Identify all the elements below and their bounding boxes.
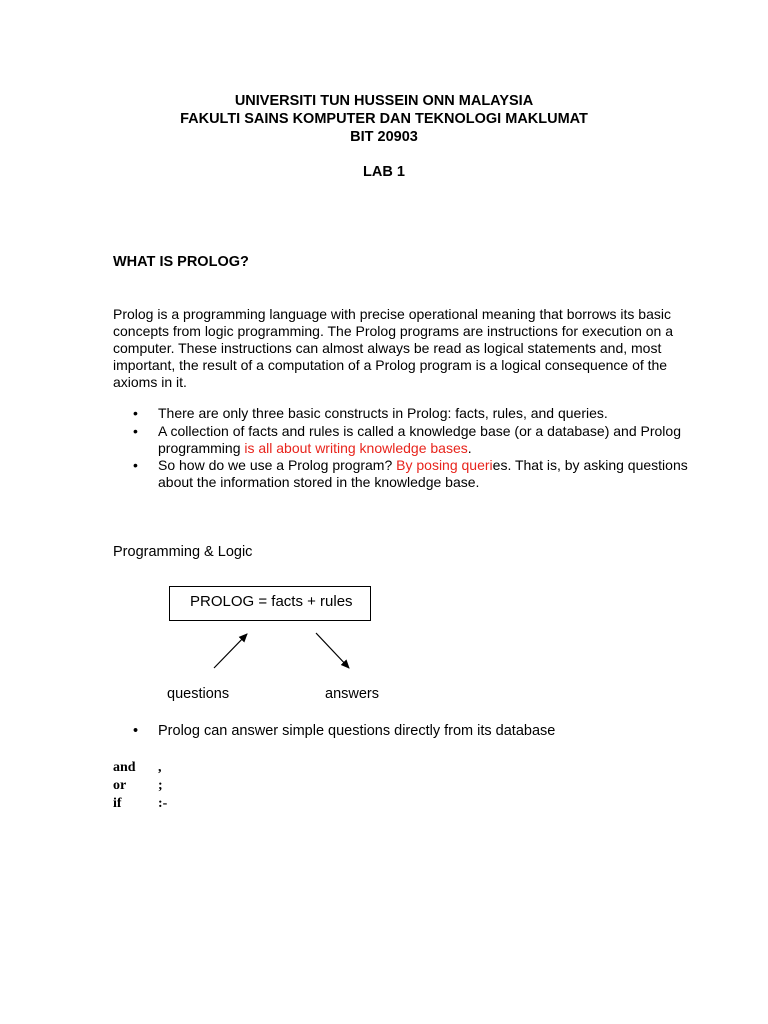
bullet-text-plain: es. That is, by asking questions bbox=[492, 457, 688, 473]
intro-line: concepts from logic programming. The Prolog programs are instructions for execution on a bbox=[113, 323, 674, 339]
university-name: UNIVERSITI TUN HUSSEIN ONN MALAYSIA bbox=[234, 93, 534, 109]
bullet-icon: • bbox=[133, 723, 139, 739]
intro-line: Prolog is a programming language with precise operational meaning that borrows its basic bbox=[113, 306, 671, 322]
prolog-box-label: PROLOG = facts + rules bbox=[190, 593, 353, 610]
bullet-text-plain: . bbox=[467, 440, 472, 456]
bullet-text: about the information stored in the knowledge base. bbox=[158, 474, 480, 490]
intro-line: important, the result of a computation of a Prolog program is a logical consequence of the bbox=[113, 357, 668, 373]
bullet-text: A collection of facts and rules is called a knowledge base (or a database) and Prolog bbox=[158, 423, 681, 439]
highlight-text: is all about writing knowledge bases bbox=[244, 440, 468, 456]
questions-label: questions bbox=[167, 686, 230, 702]
operator-word-or: or bbox=[113, 778, 127, 793]
intro-line: computer. These instructions can almost always be read as logical statements and, most bbox=[113, 340, 662, 356]
bullet-text: There are only three basic constructs in Prolog: facts, rules, and queries. bbox=[158, 405, 608, 421]
bullet-text-plain: programming bbox=[158, 440, 245, 456]
course-code: BIT 20903 bbox=[350, 129, 418, 145]
operator-symbol-and: , bbox=[158, 760, 162, 775]
operator-word-and: and bbox=[113, 760, 136, 775]
arrow-up-icon bbox=[214, 634, 247, 668]
operator-symbol-if: :- bbox=[158, 796, 168, 811]
lab-title: LAB 1 bbox=[363, 164, 405, 180]
section-title: WHAT IS PROLOG? bbox=[113, 254, 249, 270]
faculty-name: FAKULTI SAINS KOMPUTER DAN TEKNOLOGI MAKLUMAT bbox=[180, 111, 588, 127]
bullet-text: Prolog can answer simple questions directly from its database bbox=[158, 723, 556, 739]
bullet-icon: • bbox=[133, 405, 138, 421]
subheading: Programming & Logic bbox=[113, 544, 253, 560]
answers-label: answers bbox=[325, 686, 379, 702]
operator-word-if: if bbox=[113, 796, 122, 811]
operator-symbol-or: ; bbox=[158, 778, 163, 793]
bullet-icon: • bbox=[133, 423, 138, 439]
bullet-text-plain: So how do we use a Prolog program? bbox=[158, 457, 397, 473]
arrow-down-icon bbox=[316, 633, 349, 668]
bullet-icon: • bbox=[133, 457, 138, 473]
intro-line: axioms in it. bbox=[113, 374, 187, 390]
highlight-text: By posing queri bbox=[396, 457, 493, 473]
